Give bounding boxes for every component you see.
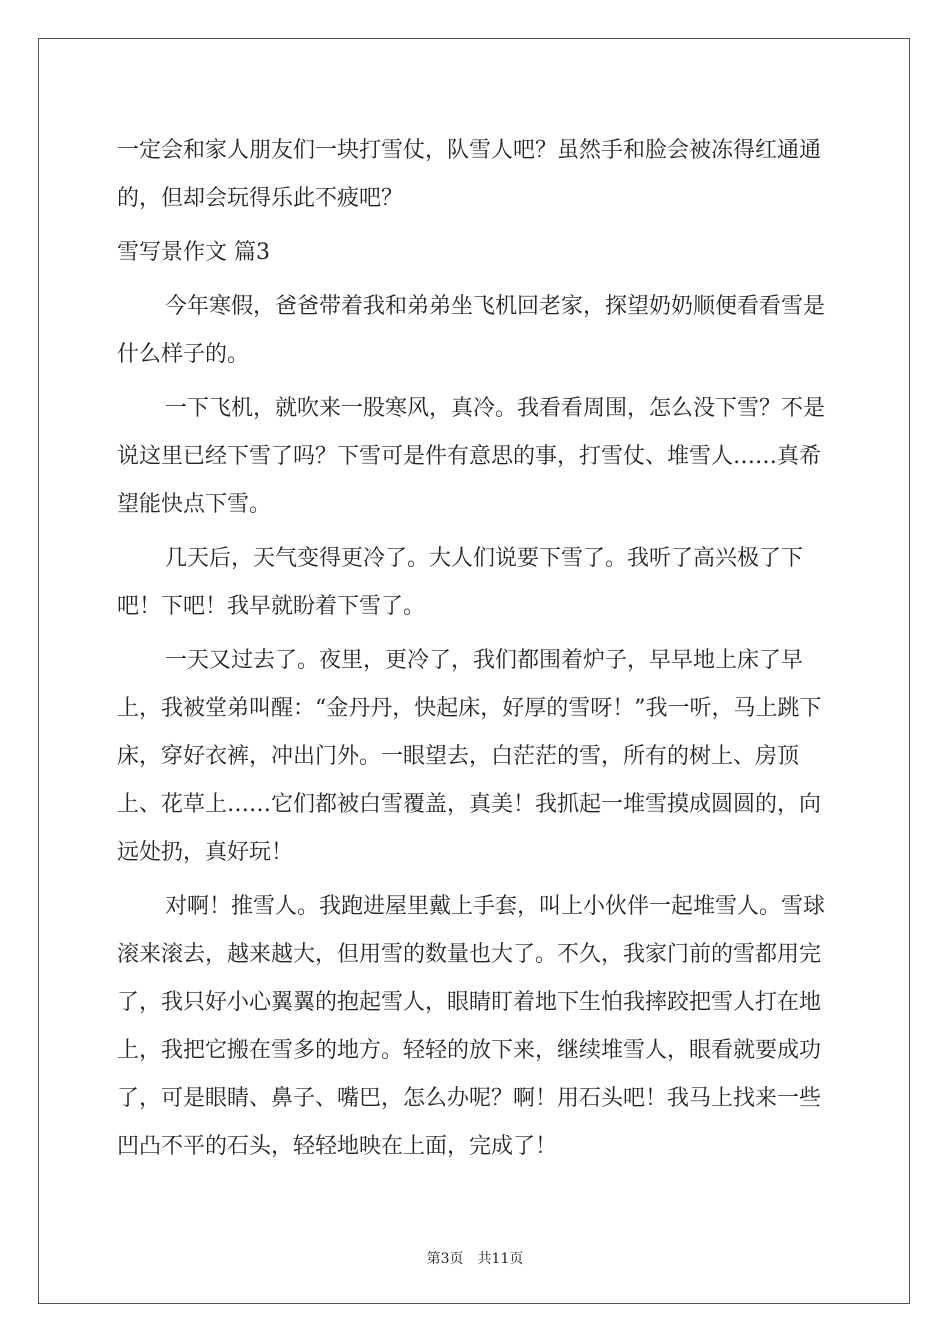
page-number: 第3页 共11页 <box>426 1251 524 1267</box>
paragraph: 一天又过去了。夜里，更冷了，我们都围着炉子，早早地上床了早上，我被堂弟叫醒：“金丹丹，快起床，好厚的雪呀！”我一听，马上跳下床，穿好衣裤，冲出门外。一眼望去，白茫茫的雪，所有的树上、房顶上、花草上……它们都被白雪覆盖，真美！我抓起一堆雪摸成圆圆的，向远处扔，真好玩！ <box>117 648 822 865</box>
paragraph: 今年寒假，爸爸带着我和弟弟坐飞机回老家，探望奶奶顺便看看雪是什么样子的。 <box>117 294 826 367</box>
document-body <box>117 127 837 1177</box>
paragraph: 一下飞机，就吹来一股寒风，真冷。我看看周围，怎么没下雪？不是说这里已经下雪了吗？下雪可是件有意思的事，打雪仗、堆雪人……真希望能快点下雪。 <box>117 396 826 517</box>
paragraph-continuation: 一定会和家人朋友们一块打雪仗，队雪人吧？虽然手和脸会被冻得红通通的，但却会玩得乐此不疲吧？ <box>117 138 822 211</box>
paragraph: 对啊！推雪人。我跑进屋里戴上手套，叫上小伙伴一起堆雪人。雪球滚来滚去，越来越大，但用雪的数量也大了。不久，我家门前的雪都用完了，我只好小心翼翼的抱起雪人，眼睛盯着地下生怕我摔跤把雪人打在地上，我把它搬在雪多的地方。轻轻的放下来，继续堆雪人，眼看就要成功了，可是眼睛、鼻子、嘴巴，怎么办呢？啊！用石头吧！我马上找来一些凹凸不平的石头，轻轻地映在上面，完成了！ <box>117 894 826 1159</box>
paragraph: 几天后，天气变得更冷了。大人们说要下雪了。我听了高兴极了下吧！下吧！我早就盼着下雪了。 <box>117 546 804 619</box>
section-heading: 雪写景作文 篇3 <box>117 240 270 265</box>
